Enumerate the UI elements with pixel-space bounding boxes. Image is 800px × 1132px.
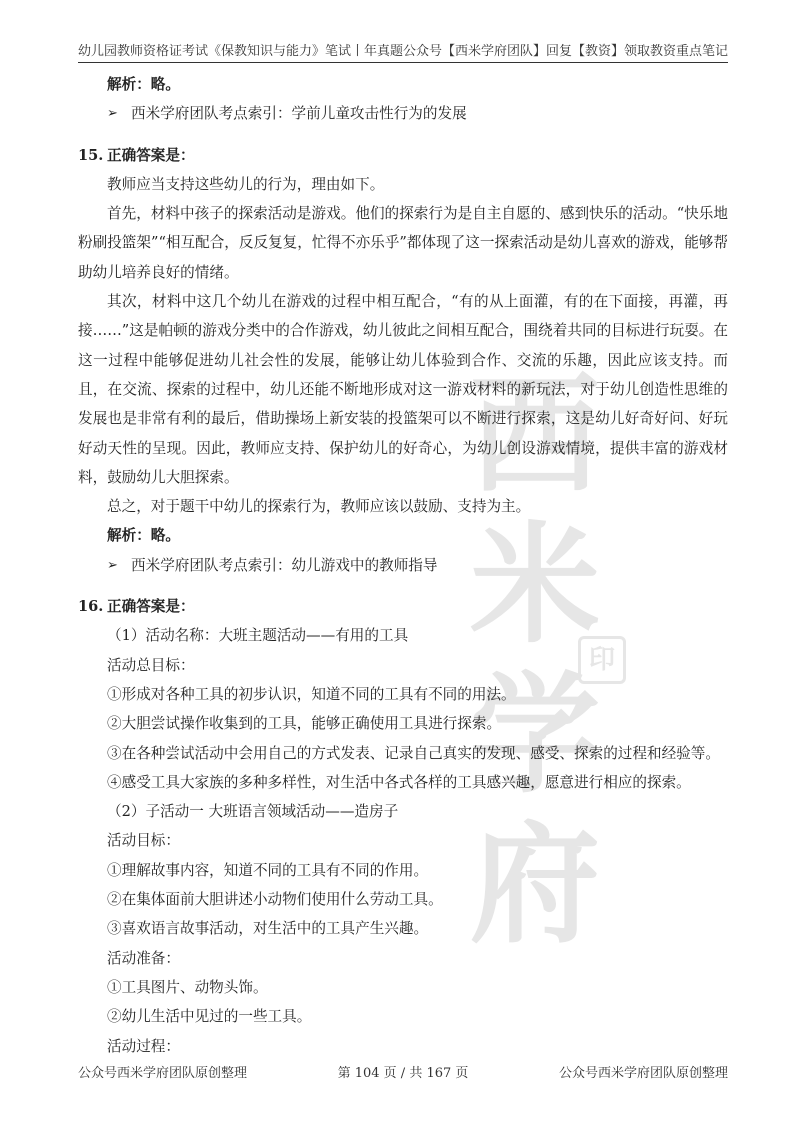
watermark-line-1: 西米 [469,359,600,661]
sub-activity-title: （2）子活动一 大班语言领域活动——造房子 [107,803,399,821]
overall-goal-item: ④感受工具大家族的多种多样性，对生活中各式各样的工具感兴趣，愿意进行相应的探索。 [107,773,691,791]
header-left-title: 幼儿园教师资格证考试《保教知识与能力》笔试丨年真题 [78,44,404,59]
overall-goal-item: ②大胆尝试操作收集到的工具，能够正确使用工具进行探索。 [107,715,502,733]
arrow-bullet-icon: ➢ [107,106,118,122]
page-footer [78,1058,728,1082]
watermark-line-2: 学府 [469,659,600,961]
arrow-bullet-icon: ➢ [107,557,118,573]
index-note-text: 西米学府团队考点索引：幼儿游戏中的教师指导 [131,556,438,574]
question-number: 15. [78,146,104,164]
footer-right-note: 公众号西米学府团队原创整理 [558,1066,728,1081]
goal-item: ①理解故事内容，知道不同的工具有不同的作用。 [107,861,429,879]
overall-goal-label: 活动总目标： [107,656,195,674]
overall-goal-item: ③在各种尝试活动中会用自己的方式发表、记录自己真实的发现、感受、探索的过程和经验等。 [107,744,720,762]
index-note [107,551,728,580]
page-number: 第 104 页 / 共 167 页 [337,1066,469,1081]
index-note-text: 西米学府团队考点索引：学前儿童攻击性行为的发展 [131,105,467,123]
prep-label: 活动准备： [107,949,180,967]
activity-name: （1）活动名称：大班主题活动——有用的工具 [107,627,409,645]
answer-paragraph: 其次，材料中这几个幼儿在游戏的过程中相互配合，“有的从上面灌，有的在下面接，再灌，再接……”这是帕顿的游戏分类中的合作游戏，幼儿彼此之间相互配合，围绕着共同的目标进行玩耍。在这一过程中能够促进幼儿社会性的发展，能够让幼儿体验到合作、交流的乐趣，因此应该支持。而且，在交流、探索的过程中，幼儿还能不断地形成对这一游戏材料的新玩法，对于幼儿创造性思维的发展也是非常有利的最后，借助操场上新安装的投篮架可以不断进行探索，这是幼儿好奇好问、好玩好动天性的呈现。因此，教师应支持、保护幼儿的好奇心，为幼儿创设游戏情境，提供丰富的游戏材料，鼓励幼儿大胆探索。 [78,293,728,486]
header-right-note: 公众号【西米学府团队】回复【教资】领取教资重点笔记 [402,44,728,59]
question-number: 16. [78,598,104,616]
goal-item: ③喜欢语言故事活动，对生活中的工具产生兴趣。 [107,920,429,938]
answer-paragraph: 教师应当支持这些幼儿的行为，理由如下。 [107,175,385,193]
goal-item: ②在集体面前大胆讲述小动物们使用什么劳动工具。 [107,891,443,909]
page-header [78,32,728,63]
question-16-heading [78,592,728,621]
answer-paragraph: 首先，材料中孩子的探索活动是游戏。他们的探索行为是自主自愿的、感到快乐的活动。“快乐地粉刷投篮架”“相互配合，反反复复，忙得不亦乐乎”都体现了这一探索活动是幼儿喜欢的游戏，能够帮助幼儿培养良好的情绪。 [78,205,728,281]
analysis-label: 解析：略。 [107,527,180,545]
question-15-heading [78,141,728,170]
prep-item: ①工具图片、动物头饰。 [107,978,268,996]
goal-label: 活动目标： [107,832,180,850]
overall-goal-item: ①形成对各种工具的初步认识，知道不同的工具有不同的用法。 [107,685,516,703]
footer-left-note: 公众号西米学府团队原创整理 [78,1066,248,1081]
answer-paragraph: 总之，对于题干中幼儿的探索行为，教师应该以鼓励、支持为主。 [107,498,531,516]
prep-item: ②幼儿生活中见过的一些工具。 [107,1008,312,1026]
page-content [78,70,728,1061]
watermark-stamp: 印 [578,636,626,684]
process-label: 活动过程： [107,1037,180,1055]
question-title: 正确答案是： [107,146,195,164]
index-note [107,99,728,128]
analysis-label: 解析：略。 [107,76,180,93]
question-title: 正确答案是： [107,598,195,616]
